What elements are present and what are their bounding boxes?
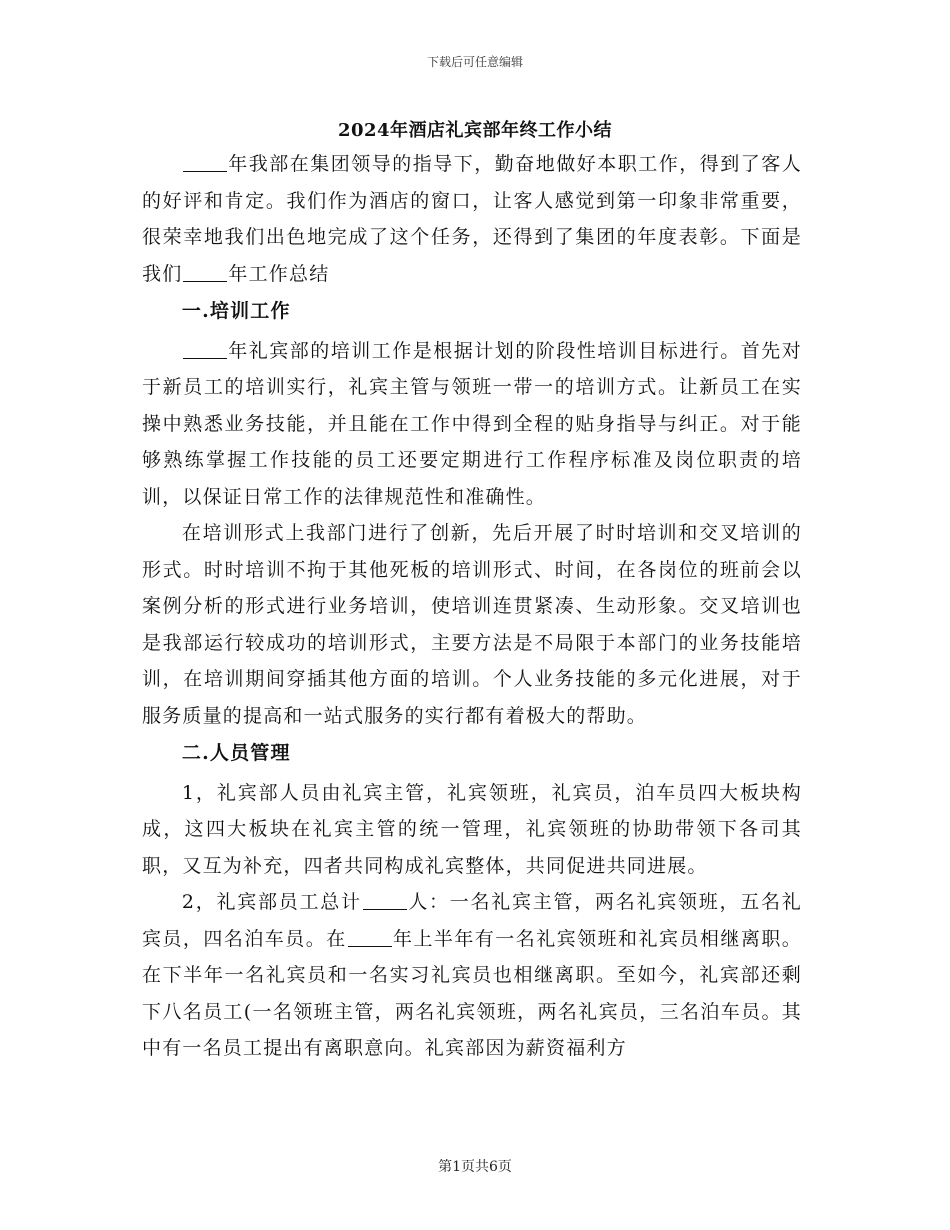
staff-paragraph-2-part-c: 年上半年有一名礼宾领班和礼宾员相继离职。在下半年一名礼宾员和一名实习礼宾员也相继离职。至如今，礼宾部还剩下八名员工(一名领班主管，两名礼宾领班，两名礼宾员，三名泊车员。其中有一名员工提出有离职意向。礼宾部因为薪资福利方 — [142, 927, 802, 1059]
intro-paragraph — [142, 146, 802, 292]
page-indicator: 第1页共6页 — [438, 1159, 512, 1175]
training-paragraph-1 — [142, 333, 802, 516]
fill-in-blank — [183, 339, 227, 359]
fill-in-blank — [363, 890, 407, 910]
fill-in-blank — [348, 927, 392, 947]
intro-tail: 年工作总结 — [228, 262, 330, 285]
section-heading-training: 一.培训工作 — [181, 300, 291, 322]
intro-text: 年我部在集团领导的指导下，勤奋地做好本职工作，得到了客人的好评和肯定。我们作为酒店的窗口，让客人感觉到第一印象非常重要，很荣幸地我们出色地完成了这个任务，还得到了集团的年度表彰。下面是我们 — [142, 153, 802, 285]
header-note: 下载后可任意编辑 — [426, 55, 523, 69]
section-heading-staff: 二.人员管理 — [181, 742, 291, 764]
fill-in-blank — [183, 152, 227, 172]
fill-in-blank — [183, 262, 227, 282]
document-title: 2024年酒店礼宾部年终工作小结 — [337, 120, 613, 141]
training-paragraph-1-text: 年礼宾部的培训工作是根据计划的阶段性培训目标进行。首先对于新员工的培训实行，礼宾主管与领班一带一的培训方式。让新员工在实操中熟悉业务技能，并且能在工作中得到全程的贴身指导与纠正。对于能够熟练掌握工作技能的员工还要定期进行工作程序标准及岗位职责的培训，以保证日常工作的法律规范性和准确性。 — [142, 339, 802, 508]
staff-paragraph-1: 1，礼宾部人员由礼宾主管，礼宾领班，礼宾员，泊车员四大板块构成，这四大板块在礼宾主管的统一管理，礼宾领班的协助带领下各司其职，又互为补充，四者共同构成礼宾整体，共同促进共同进展。 — [142, 781, 802, 877]
document-body — [142, 146, 802, 1067]
staff-paragraph-2-part-b: 人：一名礼宾主管，两名礼宾领班，五名礼宾员，四名泊车员。在 — [142, 891, 802, 950]
staff-paragraph-2-part-a: 2，礼宾部员工总计 — [181, 891, 362, 913]
staff-paragraph-2 — [142, 884, 802, 1067]
training-paragraph-2: 在培训形式上我部门进行了创新，先后开展了时时培训和交叉培训的形式。时时培训不拘于其他死板的培训形式、时间，在各岗位的班前会以案例分析的形式进行业务培训，使培训连贯紧凑、生动形象。交叉培训也是我部运行较成功的培训形式，主要方法是不局限于本部门的业务技能培训，在培训期间穿插其他方面的培训。个人业务技能的多元化进展，对于服务质量的提高和一站式服务的实行都有着极大的帮助。 — [142, 522, 802, 727]
